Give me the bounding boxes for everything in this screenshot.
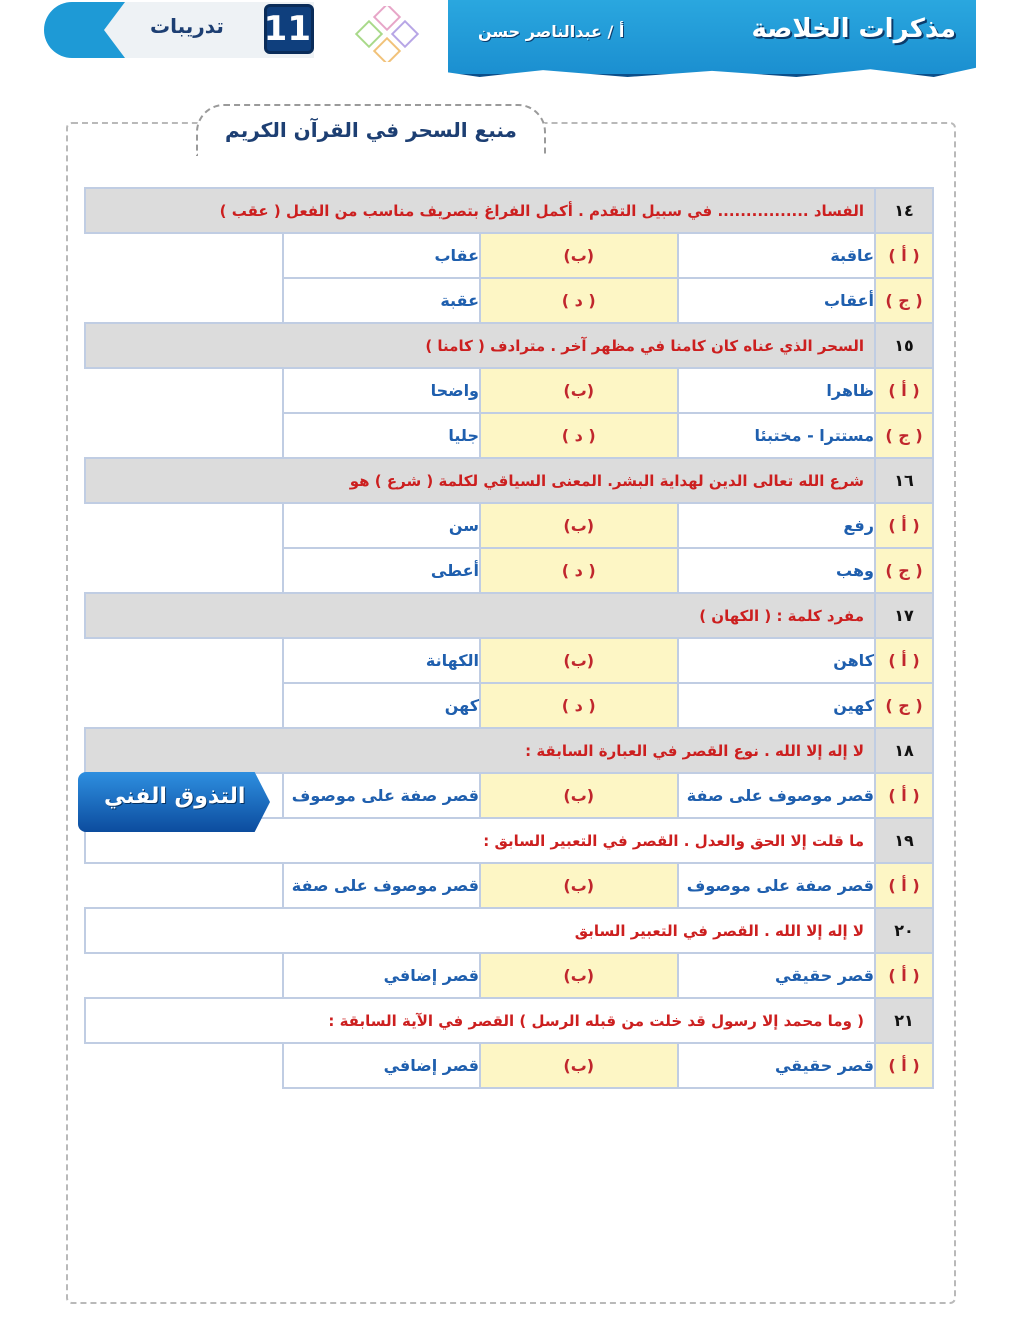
question-number: ١٥ [875,323,933,368]
question-row [85,458,933,503]
option-choice[interactable]: كاهن [678,638,876,683]
page-title: منبع السحر في القرآن الكريم [196,104,546,156]
question-text: ( وما محمد إلا رسول قد خلت من قبله الرسل ) القصر في الآية السابقة : [85,998,875,1043]
question-text: ما قلت إلا الحق والعدل . القصر في التعبير السابق : [85,818,875,863]
unit-number-badge: 11 [264,4,314,54]
question-number: ٢١ [875,998,933,1043]
options-row [85,953,933,998]
option-choice[interactable]: وهب [678,548,876,593]
question-text: الفساد ................ في سبيل التقدم . أكمل الفراغ بتصريف مناسب من الفعل ( عقب ) [85,188,875,233]
option-label: ( د ) [480,413,678,458]
question-row [85,908,933,953]
question-number: ١٤ [875,188,933,233]
question-number: ١٦ [875,458,933,503]
question-text: لا إله إلا الله . القصر في التعبير السابق [85,908,875,953]
options-row [85,233,933,278]
option-label: (ب) [480,638,678,683]
option-label: ( ج ) [875,278,933,323]
option-choice[interactable]: قصر إضافي [283,953,481,998]
option-label: ( أ ) [875,368,933,413]
question-number: ٢٠ [875,908,933,953]
option-label: ( أ ) [875,773,933,818]
question-row [85,998,933,1043]
option-label: (ب) [480,1043,678,1088]
question-text: لا إله إلا الله . نوع القصر في العبارة السابقة : [85,728,875,773]
question-text: شرع الله تعالى الدين لهداية البشر. المعنى السياقي لكلمة ( شرع ) هو [85,458,875,503]
option-label: ( أ ) [875,233,933,278]
option-choice[interactable]: أعقاب [678,278,876,323]
option-choice[interactable]: قصر حقيقي [678,953,876,998]
question-number: ١٩ [875,818,933,863]
option-choice[interactable]: مستترا - مختبئا [678,413,876,458]
question-text: مفرد كلمة : ( الكهان ) [85,593,875,638]
option-choice[interactable]: عقبة [283,278,481,323]
option-label: ( أ ) [875,863,933,908]
question-number: ١٨ [875,728,933,773]
option-label: (ب) [480,773,678,818]
option-choice[interactable]: كهن [283,683,481,728]
question-text: السحر الذي عناه كان كامنا في مظهر آخر . مترادف ( كامنا ) [85,323,875,368]
option-label: (ب) [480,953,678,998]
option-choice[interactable]: قصر صفة على موصوف [283,773,481,818]
option-label: ( ج ) [875,683,933,728]
option-label: ( ج ) [875,548,933,593]
option-label: ( د ) [480,548,678,593]
option-label: ( ج ) [875,413,933,458]
option-choice[interactable]: جليا [283,413,481,458]
option-choice[interactable]: الكهانة [283,638,481,683]
option-choice[interactable]: قصر موصوف على صفة [283,863,481,908]
option-label: (ب) [480,368,678,413]
option-choice[interactable]: عاقبة [678,233,876,278]
option-choice[interactable]: قصر صفة على موصوف [678,863,876,908]
brand-title: مذكرات الخلاصة [751,14,956,44]
question-row [85,188,933,233]
option-label: (ب) [480,233,678,278]
option-label: ( أ ) [875,953,933,998]
option-label: ( أ ) [875,503,933,548]
flower-ornament-icon [352,6,422,62]
options-row [85,863,933,908]
options-row [85,368,933,413]
option-label: ( د ) [480,278,678,323]
option-label: (ب) [480,503,678,548]
options-row [85,638,933,683]
question-row [85,323,933,368]
option-choice[interactable]: سن [283,503,481,548]
question-number: ١٧ [875,593,933,638]
options-row [85,548,933,593]
option-choice[interactable]: أعطى [283,548,481,593]
option-choice[interactable]: قصر حقيقي [678,1043,876,1088]
section-tab-label: تدريبات [150,14,224,38]
option-label: (ب) [480,863,678,908]
option-choice[interactable]: كهين [678,683,876,728]
questions-table [84,187,934,1089]
option-choice[interactable]: واضحا [283,368,481,413]
option-choice[interactable]: قصر موصوف على صفة [678,773,876,818]
options-row [85,413,933,458]
option-choice[interactable]: ظاهرا [678,368,876,413]
option-choice[interactable]: عقاب [283,233,481,278]
option-label: ( أ ) [875,638,933,683]
options-row [85,1043,933,1088]
options-row [85,503,933,548]
option-choice[interactable]: قصر إضافي [283,1043,481,1088]
teacher-name: أ / عبدالناصر حسن [478,22,625,41]
topic-badge-label: التذوق الفني [104,784,246,809]
option-choice[interactable]: رفع [678,503,876,548]
option-label: ( د ) [480,683,678,728]
question-row [85,728,933,773]
question-row [85,593,933,638]
options-row [85,278,933,323]
option-label: ( أ ) [875,1043,933,1088]
options-row [85,683,933,728]
